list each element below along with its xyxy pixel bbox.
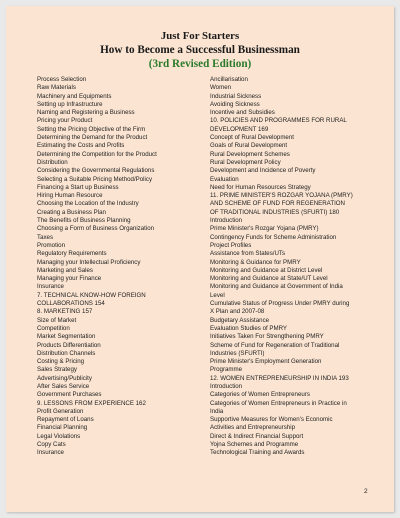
toc-entry: Considering the Governmental Regulations [37,167,155,175]
toc-entry: OF TRADITIONAL INDUSTRIES (SFURTI) 180 [210,208,340,216]
toc-entry: Competition [37,324,70,332]
toc-entry: Monitoring and Guidance at State/UT Level [210,275,328,283]
toc-right-column [210,76,380,458]
toc-entry: Categories of Women Entrepreneurs [210,391,310,399]
toc-entry: Rural Development Policy [210,158,281,166]
toc-entry: Programme [210,366,243,374]
toc-entry: Financial Planning [37,424,88,432]
toc-entry: Process Selection [37,76,87,83]
toc-entry: 12. WOMEN ENTREPRENEURSHIP IN INDIA 193 [210,374,349,382]
toc-entry: Incentive and Subsidies [210,109,275,117]
toc-entry: Avoiding Sickness [210,100,260,108]
toc-entry: Concept of Rural Development [210,134,294,142]
toc-left-column [37,76,207,458]
toc-entry: Prime Minister's Rozgar Yojana (PMRY) [210,225,319,233]
heading-line-1: Just For Starters [160,30,240,42]
toc-entry: Distribution Channels [37,349,96,357]
toc-entry: Prime Minister's Employment Generation [210,358,322,366]
toc-entry: After Sales Service [37,382,90,390]
toc-entry: Monitoring & Guidance for PMRY [210,258,301,266]
toc-entry: Supportive Measures for Women's Economic [210,416,333,424]
toc-entry: Categories of Women Entrepreneurs in Practice in [210,399,347,407]
toc-entry: Need for Human Resources Strategy [210,183,311,191]
heading-line-2: How to Become a Successful Businessman [100,44,300,56]
toc-entry: Copy Cats [37,441,66,449]
toc-entry: 11. PRIME MINISTER'S ROZGAR YOJANA (PMRY) [210,192,353,200]
toc-entry: Pricing your Product [37,117,93,125]
heading-edition: (3rd Revised Edition) [148,58,252,70]
toc-entry: COLLABORATIONS 154 [37,300,105,308]
toc-entry: Marketing and Sales [37,266,93,274]
toc-entry: Legal Violations [37,432,81,440]
document-page [6,6,394,512]
toc-entry: Assistance from States/UTs [210,250,286,258]
toc-entry: Costing & Pricing [37,358,85,366]
toc-entry: Rural Development Schemes [210,150,290,158]
toc-entry: Scheme of Fund for Regeneration of Traditional [210,341,340,349]
toc-entry: Contingency Funds for Scheme Administration [210,233,337,241]
toc-entry: Yojna Schemes and Programme [210,441,299,449]
toc-entry: Managing your Finance [37,275,102,283]
toc-entry: AND SCHEME OF FUND FOR REGENERATION [210,200,345,208]
toc-entry: Distribution [37,158,68,166]
toc-entry: Insurance [37,449,64,457]
toc-entry: Market Segmentation [37,333,96,341]
toc-entry: 9. LESSONS FROM EXPERIENCE 162 [37,399,146,407]
toc-entry: Evaluation [210,175,239,183]
toc-entry: Machinery and Equipments [37,92,112,100]
toc-entry: Budgetary Assistance [210,316,270,324]
toc-entry: Estimating the Costs and Profits [37,142,125,150]
toc-entry: The Benefits of Business Planning [37,217,131,225]
toc-entry: Monitoring and Guidance at District Level [210,266,323,274]
toc-entry: Activities and Entrepreneurship [210,424,295,432]
toc-entry: Determining the Demand for the Product [37,134,148,142]
toc-entry: India [210,407,224,415]
toc-entry: Determining the Competition for the Product [37,150,157,158]
toc-entry: Hiring Human Resource [37,192,103,200]
toc-entry: Regulatory Requirements [37,250,107,258]
toc-entry: 7. TECHNICAL KNOW-HOW FOREIGN [37,291,146,299]
toc-entry: X Plan and 2007-08 [210,308,265,316]
toc-entry: Initiatives Taken For Strengthening PMRY [210,333,324,341]
toc-entry: Goals of Rural Development [210,142,288,150]
toc-entry: Direct & Indirect Financial Support [210,432,304,440]
toc-entry: Raw Materials [37,84,76,92]
toc-entry: Ancillarisation [210,76,248,83]
toc-entry: Creating a Business Plan [37,208,106,216]
toc-entry: Evaluation Studies of PMRY [210,324,288,332]
page-number: 2 [364,488,368,495]
toc-entry: Introduction [210,217,243,225]
toc-entry: Level [210,291,225,299]
toc-entry: Government Purchases [37,391,102,399]
toc-entry: DEVELOPMENT 169 [210,125,269,133]
toc-entry: Development and Incidence of Poverty [210,167,316,175]
toc-entry: Products Differentiation [37,341,101,349]
toc-entry: Advertising/Publicity [37,374,92,382]
toc-entry: Taxes [37,233,54,241]
toc-entry: Setting up Infrastructure [37,100,103,108]
toc-entry: 8. MARKETING 157 [37,308,93,316]
toc-entry: Repayment of Loans [37,416,94,424]
toc-entry: 10. POLICIES AND PROGRAMMES FOR RURAL [210,117,347,125]
toc-entry: Insurance [37,283,64,291]
toc-entry: Choosing the Location of the Industry [37,200,139,208]
toc-entry: Project Profiles [210,241,252,249]
toc-entry: Setting the Pricing Objective of the Firm [37,125,146,133]
toc-entry: Selecting a Suitable Pricing Method/Policy [37,175,153,183]
toc-entry: Naming and Registering a Business [37,109,135,117]
toc-entry: Women [210,84,232,92]
toc-entry: Choosing a Form of Business Organization [37,225,155,233]
toc-entry: Financing a Start up Business [37,183,119,191]
toc-entry: Profit Generation [37,407,84,415]
toc-entry: Managing your Intellectual Proficiency [37,258,141,266]
toc-entry: Monitoring and Guidance at Government of India [210,283,343,291]
toc-entry: Industries (SFURTI) [210,349,265,357]
toc-entry: Size of Market [37,316,77,324]
toc-entry: Industrial Sickness [210,92,262,100]
toc-entry: Promotion [37,241,65,249]
toc-entry: Technological Training and Awards [210,449,305,457]
toc-entry: Sales Strategy [37,366,77,374]
toc-entry: Cumulative Status of Progress Under PMRY during [210,300,350,308]
toc-entry: Introduction [210,382,243,390]
